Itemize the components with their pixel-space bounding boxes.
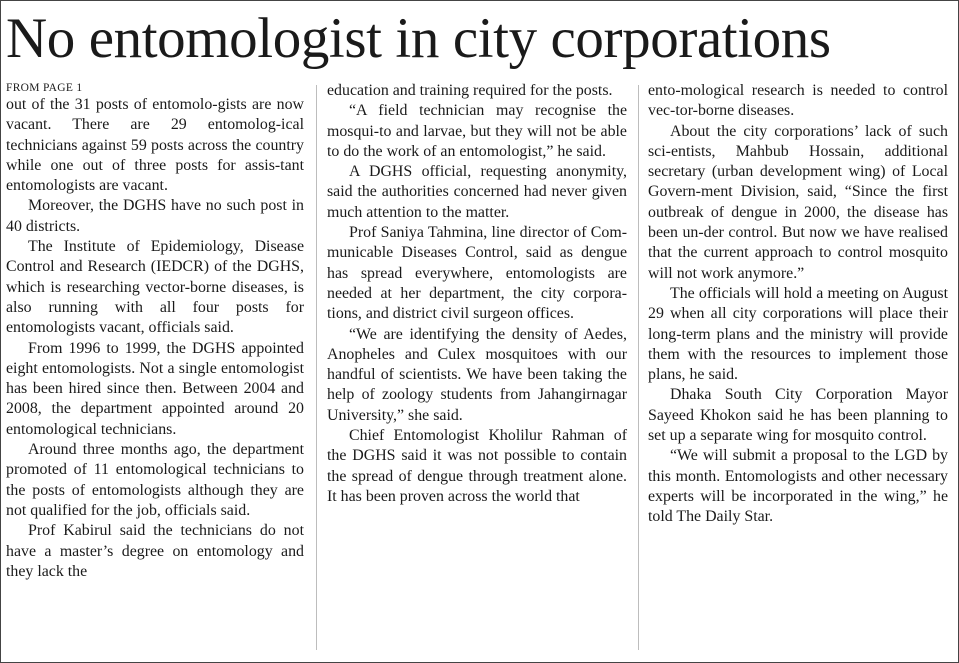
paragraph: From 1996 to 1999, the DGHS appointed eight entomologists. Not a single entomologist has been hired since then. Between 2004 and 2008, the department appointed around 20 entomological technicians.: [6, 339, 304, 438]
dateline: FROM PAGE 1: [6, 82, 83, 94]
paragraph: ento-mological research is needed to control vec-tor-borne diseases.: [648, 82, 948, 120]
paragraph: Around three months ago, the department promoted of 11 entomological technicians to the posts of entomologists although they are not qualified for the job, officials said.: [6, 441, 304, 519]
paragraph: education and training required for the posts.: [327, 82, 613, 99]
paragraph: Dhaka South City Corporation Mayor Sayeed Khokon said he has been planning to set up a separate wing for mosquito control.: [648, 386, 948, 445]
paragraph: A DGHS official, requesting anonymity, said the authorities concerned had never given much attention to the matter.: [327, 163, 627, 221]
paragraph: “We are identifying the density of Aedes, Anopheles and Culex mosquitoes with our handful of scientists. We have been taking the help of zoology students from Jahangirnagar University,” she said.: [327, 325, 627, 424]
paragraph: “A field technician may recognise the mosqui-to and larvae, but they will not be able to do the work of an entomologist,” he said.: [327, 102, 627, 160]
paragraph: Prof Kabirul said the technicians do not have a master’s degree on entomology and they lack the: [6, 522, 304, 580]
paragraph: Moreover, the DGHS have no such post in 40 districts.: [6, 197, 304, 235]
paragraph: The Institute of Epidemiology, Disease Control and Research (IEDCR) of the DGHS, which is researching vector-borne diseases, is also running with all four posts for entomologists vacant, officials said.: [6, 238, 304, 337]
paragraph: The officials will hold a meeting on August 29 when all city corporations will place their long-term plans and the ministry will provide them with the resources to implement those plans, he said.: [648, 284, 948, 384]
paragraph: out of the 31 posts of entomolo-gists are now vacant. There are 29 entomolog-ical technicians against 59 posts across the country while one out of three posts for assis-tant entomologists are vacant.: [6, 96, 304, 195]
paragraph: Chief Entomologist Kholilur Rahman of the DGHS said it was not possible to contain the spread of dengue through treatment alone. It has been proven across the world that: [327, 427, 627, 505]
column-divider: [638, 85, 639, 650]
paragraph: “We will submit a proposal to the LGD by this month. Entomologists and other necessary experts will be incorporated in the wing,” he told The Daily Star.: [648, 447, 948, 526]
paragraph: Prof Saniya Tahmina, line director of Com-municable Diseases Control, said as dengue has spread everywhere, entomologists are needed at her department, the city corpora-tions, and district civil surgeon offices.: [327, 224, 627, 323]
headline: No entomologist in city corporations: [6, 7, 831, 70]
article-column-3: [648, 81, 948, 528]
paragraph: About the city corporations’ lack of such sci-entists, Mahbub Hossain, additional secretary (urban development wing) of Local Govern-ment Division, said, “Since the first outbreak of dengue in 2000, the disease has been un-der control. But now we have realised that the current approach to control mosquito will not work anymore.”: [648, 122, 948, 282]
column-divider: [316, 85, 317, 650]
article-column-2: [327, 81, 627, 507]
article-column-1: [6, 81, 304, 582]
